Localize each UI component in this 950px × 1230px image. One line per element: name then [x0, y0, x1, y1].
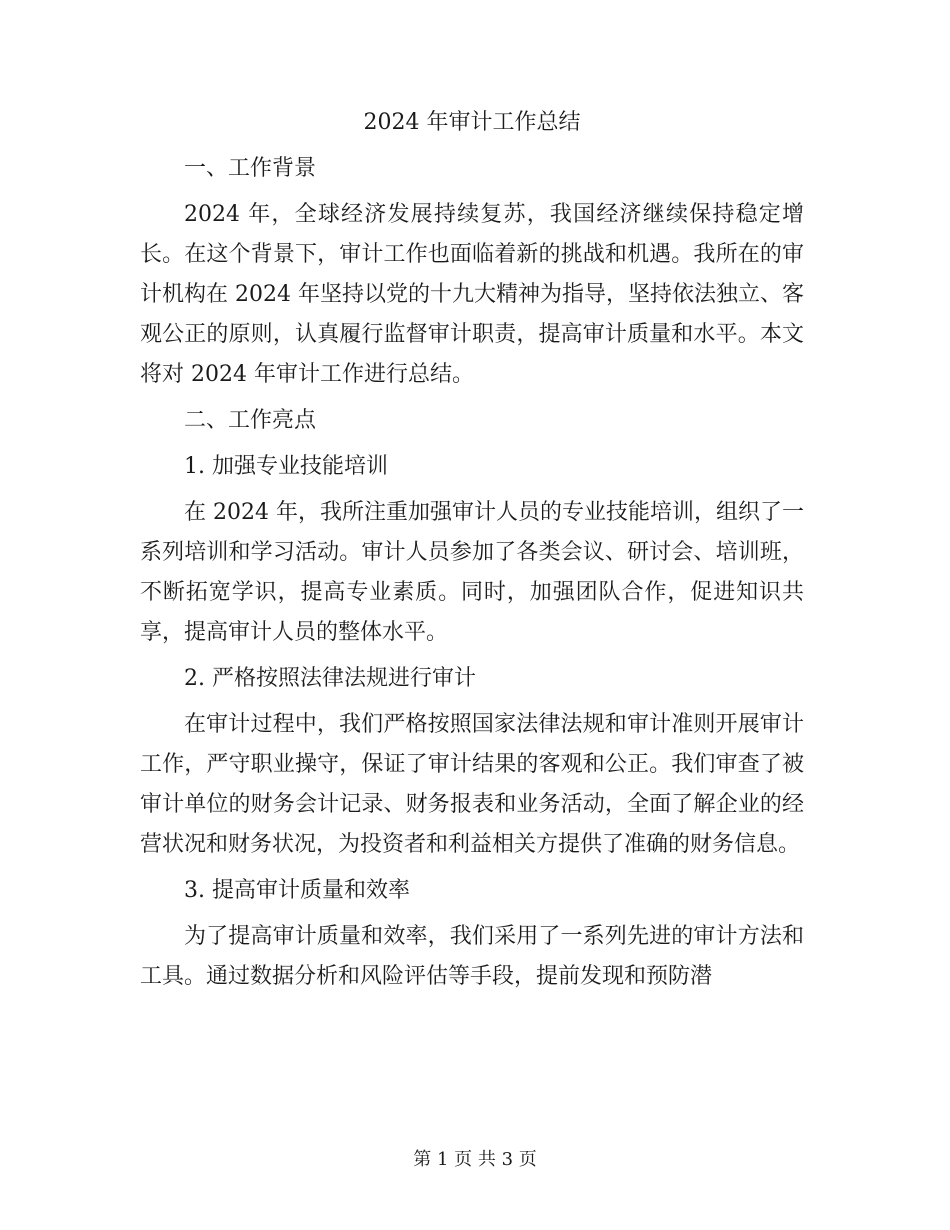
section-heading-highlights: 二、工作亮点 — [184, 408, 317, 433]
document-title: 2024 年审计工作总结 — [363, 110, 581, 135]
page-footer: 第 1 页 共 3 页 — [413, 1149, 537, 1170]
section-heading-background: 一、工作背景 — [184, 156, 317, 181]
paragraph-legal-compliance: 在审计过程中，我们严格按照国家法律法规和审计准则开展审计工作，严守职业操守，保证了审计结果的客观和公正。我们审查了被审计单位的财务会计记录、财务报表和业务活动，全面了解企业的经营状况和财务状况，为投资者和利益相关方提供了准确的财务信息。 — [140, 712, 804, 857]
document-body — [140, 103, 804, 1003]
paragraph-training: 在 2024 年，我所注重加强审计人员的专业技能培训，组织了一系列培训和学习活动。审计人员参加了各类会议、研讨会、培训班，不断拓宽学识，提高专业素质。同时，加强团队合作，促进知识共享，提高审计人员的整体水平。 — [140, 500, 804, 645]
subheading-quality-efficiency: 3. 提高审计质量和效率 — [184, 878, 410, 903]
paragraph-quality-efficiency: 为了提高审计质量和效率，我们采用了一系列先进的审计方法和工具。通过数据分析和风险评估等手段，提前发现和预防潜 — [140, 924, 804, 989]
paragraph-background: 2024 年，全球经济发展持续复苏，我国经济继续保持稳定增长。在这个背景下，审计工作也面临着新的挑战和机遇。我所在的审计机构在 2024 年坚持以党的十九大精神为指导，坚持依法独立、客观公正的原则，认真履行监督审计职责，提高审计质量和水平。本文将对 2024 年审计工作进行总结。 — [140, 202, 804, 387]
subheading-training: 1. 加强专业技能培训 — [184, 454, 388, 479]
subheading-legal-compliance: 2. 严格按照法律法规进行审计 — [184, 666, 476, 691]
